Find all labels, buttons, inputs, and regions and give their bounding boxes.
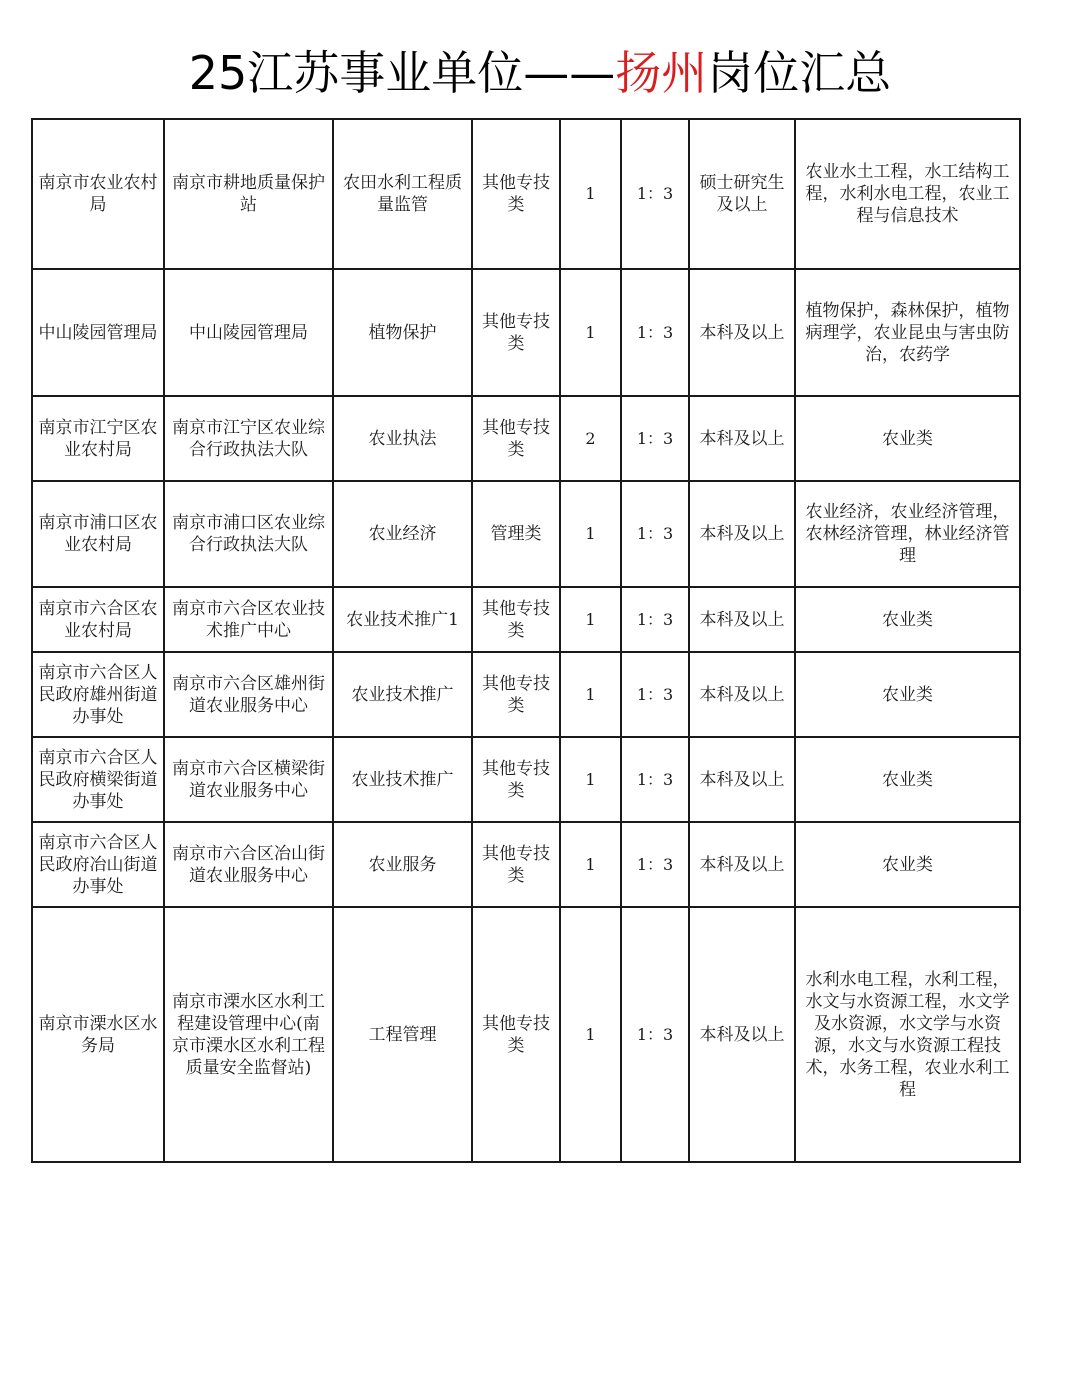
cell-major: 农业类 xyxy=(795,652,1020,737)
cell-dept: 南京市六合区人民政府雄州街道办事处 xyxy=(32,652,164,737)
title-prefix: 25江苏事业单位—— xyxy=(188,46,616,100)
cell-ratio: 1：3 xyxy=(621,396,689,481)
table-row xyxy=(32,587,1020,652)
cell-major: 农业类 xyxy=(795,822,1020,907)
cell-education: 本科及以上 xyxy=(689,822,795,907)
table-row xyxy=(32,737,1020,822)
cell-count: 1 xyxy=(560,822,621,907)
cell-category: 其他专技类 xyxy=(472,822,560,907)
cell-ratio: 1：3 xyxy=(621,481,689,587)
cell-count: 1 xyxy=(560,269,621,396)
cell-education: 本科及以上 xyxy=(689,587,795,652)
cell-unit: 南京市江宁区农业综合行政执法大队 xyxy=(164,396,333,481)
cell-position: 农业技术推广1 xyxy=(333,587,472,652)
cell-education: 本科及以上 xyxy=(689,481,795,587)
cell-unit: 南京市浦口区农业综合行政执法大队 xyxy=(164,481,333,587)
cell-major: 植物保护，森林保护，植物病理学，农业昆虫与害虫防治，农药学 xyxy=(795,269,1020,396)
cell-count: 1 xyxy=(560,481,621,587)
cell-dept: 南京市六合区人民政府横梁街道办事处 xyxy=(32,737,164,822)
cell-count: 1 xyxy=(560,737,621,822)
cell-count: 2 xyxy=(560,396,621,481)
cell-count: 1 xyxy=(560,587,621,652)
cell-education: 本科及以上 xyxy=(689,269,795,396)
cell-position: 植物保护 xyxy=(333,269,472,396)
cell-count: 1 xyxy=(560,119,621,269)
cell-category: 其他专技类 xyxy=(472,587,560,652)
cell-count: 1 xyxy=(560,907,621,1162)
cell-major: 农业水土工程，水工结构工程，水利水电工程，农业工程与信息技术 xyxy=(795,119,1020,269)
cell-unit: 南京市六合区雄州街道农业服务中心 xyxy=(164,652,333,737)
table-row xyxy=(32,907,1020,1162)
cell-unit: 南京市六合区横梁街道农业服务中心 xyxy=(164,737,333,822)
cell-position: 农田水利工程质量监管 xyxy=(333,119,472,269)
cell-ratio: 1：3 xyxy=(621,907,689,1162)
cell-position: 农业服务 xyxy=(333,822,472,907)
cell-ratio: 1：3 xyxy=(621,269,689,396)
cell-position: 农业技术推广 xyxy=(333,652,472,737)
cell-unit: 南京市六合区农业技术推广中心 xyxy=(164,587,333,652)
cell-major: 水利水电工程，水利工程，水文与水资源工程，水文学及水资源，水文学与水资源，水文与水资源工程技术，水务工程，农业水利工程 xyxy=(795,907,1020,1162)
cell-education: 本科及以上 xyxy=(689,396,795,481)
cell-dept: 南京市六合区人民政府冶山街道办事处 xyxy=(32,822,164,907)
cell-unit: 南京市六合区冶山街道农业服务中心 xyxy=(164,822,333,907)
cell-position: 工程管理 xyxy=(333,907,472,1162)
cell-position: 农业经济 xyxy=(333,481,472,587)
page-title xyxy=(0,38,1080,108)
table-row xyxy=(32,822,1020,907)
positions-table xyxy=(31,118,1021,1163)
cell-ratio: 1：3 xyxy=(621,587,689,652)
cell-education: 本科及以上 xyxy=(689,907,795,1162)
table-row xyxy=(32,119,1020,269)
cell-dept: 南京市六合区农业农村局 xyxy=(32,587,164,652)
cell-category: 管理类 xyxy=(472,481,560,587)
table-row xyxy=(32,481,1020,587)
cell-major: 农业类 xyxy=(795,396,1020,481)
cell-major: 农业经济，农业经济管理，农林经济管理，林业经济管理 xyxy=(795,481,1020,587)
cell-education: 本科及以上 xyxy=(689,737,795,822)
cell-category: 其他专技类 xyxy=(472,269,560,396)
cell-category: 其他专技类 xyxy=(472,119,560,269)
cell-dept: 南京市农业农村局 xyxy=(32,119,164,269)
cell-ratio: 1：3 xyxy=(621,822,689,907)
cell-ratio: 1：3 xyxy=(621,737,689,822)
cell-unit: 中山陵园管理局 xyxy=(164,269,333,396)
cell-dept: 南京市浦口区农业农村局 xyxy=(32,481,164,587)
cell-ratio: 1：3 xyxy=(621,119,689,269)
cell-unit: 南京市耕地质量保护站 xyxy=(164,119,333,269)
cell-major: 农业类 xyxy=(795,587,1020,652)
cell-dept: 中山陵园管理局 xyxy=(32,269,164,396)
table-row xyxy=(32,269,1020,396)
cell-dept: 南京市溧水区水务局 xyxy=(32,907,164,1162)
cell-category: 其他专技类 xyxy=(472,396,560,481)
cell-ratio: 1：3 xyxy=(621,652,689,737)
cell-dept: 南京市江宁区农业农村局 xyxy=(32,396,164,481)
title-highlight-city: 扬州 xyxy=(615,46,708,100)
cell-category: 其他专技类 xyxy=(472,907,560,1162)
cell-count: 1 xyxy=(560,652,621,737)
cell-position: 农业技术推广 xyxy=(333,737,472,822)
cell-education: 本科及以上 xyxy=(689,652,795,737)
cell-category: 其他专技类 xyxy=(472,737,560,822)
cell-category: 其他专技类 xyxy=(472,652,560,737)
table-row xyxy=(32,396,1020,481)
table-row xyxy=(32,652,1020,737)
cell-position: 农业执法 xyxy=(333,396,472,481)
cell-education: 硕士研究生及以上 xyxy=(689,119,795,269)
title-suffix: 岗位汇总 xyxy=(707,46,892,100)
cell-major: 农业类 xyxy=(795,737,1020,822)
cell-unit: 南京市溧水区水利工程建设管理中心(南京市溧水区水利工程质量安全监督站) xyxy=(164,907,333,1162)
